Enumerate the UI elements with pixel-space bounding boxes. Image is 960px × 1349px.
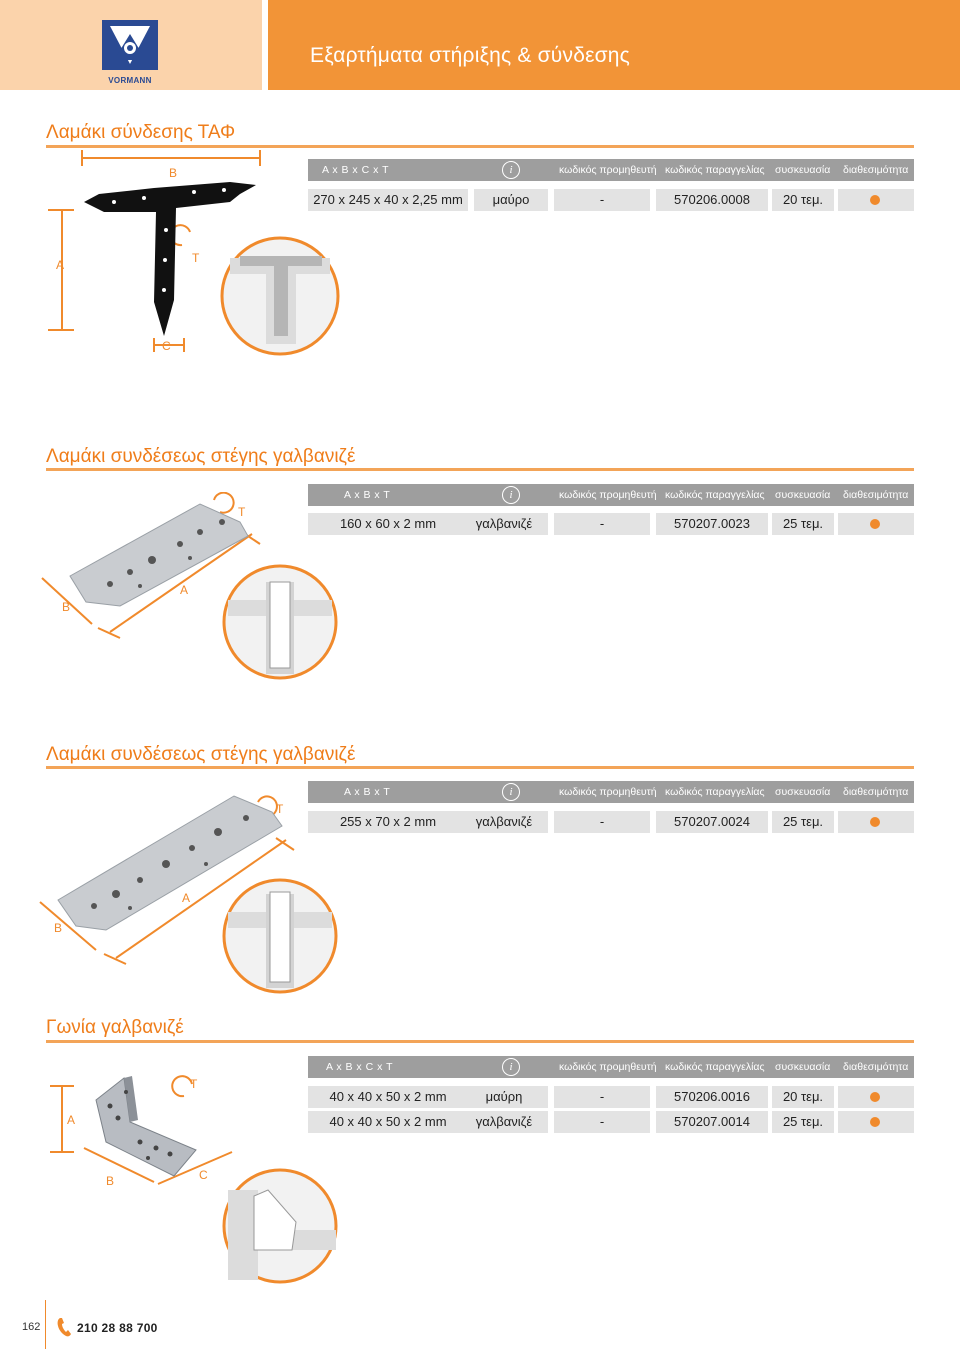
availability-dot-icon — [870, 195, 880, 205]
supplier-code-cell: - — [554, 1086, 650, 1108]
supplier-code-cell: - — [554, 513, 650, 535]
info-icon: i — [502, 1058, 520, 1076]
section-divider — [46, 145, 914, 148]
section-divider — [46, 766, 914, 769]
angle-bracket-illustration — [44, 1066, 344, 1290]
supplier-code-cell: - — [554, 811, 650, 833]
section-title-text: Γωνία γαλβανιζέ — [46, 1017, 184, 1038]
order-code-cell: 570206.0008 — [656, 189, 768, 211]
dim-label-t: T — [276, 802, 284, 816]
dim-label-b: B — [169, 166, 178, 180]
info-icon: i — [502, 783, 520, 801]
table-header — [308, 484, 914, 506]
dim-label-c: C — [162, 339, 171, 353]
supplier-code-cell: - — [554, 189, 650, 211]
dims-header: A x B x T — [344, 489, 391, 501]
size-cell: 160 x 60 x 2 mm — [308, 513, 468, 535]
section-divider — [46, 468, 914, 471]
col-availability: διαθεσιμότητα — [843, 489, 909, 501]
finish-cell: γαλβανιζέ — [460, 1111, 548, 1133]
col-package: συσκευασία — [775, 489, 831, 501]
col-order-code: κωδικός παραγγελίας — [665, 786, 765, 798]
dim-label-t: T — [238, 505, 246, 519]
section-title-text: Λαμάκι σύνδεσης — [46, 122, 198, 143]
availability-dot-icon — [870, 519, 880, 529]
section-title — [46, 122, 235, 144]
col-availability: διαθεσιμότητα — [843, 164, 909, 176]
col-package: συσκευασία — [775, 164, 831, 176]
col-supplier-code: κωδικός προμηθευτή — [559, 489, 657, 501]
col-order-code: κωδικός παραγγελίας — [665, 489, 765, 501]
col-package: συσκευασία — [775, 1061, 831, 1073]
availability-cell — [838, 189, 914, 211]
section-divider — [46, 1040, 914, 1043]
availability-cell — [838, 811, 914, 833]
roof-plate-illustration — [40, 492, 340, 688]
phone-icon — [56, 1316, 72, 1338]
size-cell: 255 x 70 x 2 mm — [308, 811, 468, 833]
col-availability: διαθεσιμότητα — [843, 1061, 909, 1073]
long-roof-plate-illustration — [36, 790, 346, 1000]
section-title-text: Λαμάκι συνδέσεως στέγης γαλβανιζέ — [46, 446, 356, 467]
section-title — [46, 744, 355, 766]
dims-header: A x B x C x T — [322, 164, 389, 176]
col-order-code: κωδικός παραγγελίας — [665, 164, 765, 176]
table-header — [308, 159, 914, 181]
dim-label-t: T — [192, 251, 200, 265]
section-title — [46, 1017, 184, 1039]
finish-cell: μαύρο — [474, 189, 548, 211]
col-supplier-code: κωδικός προμηθευτή — [559, 1061, 657, 1073]
table-row — [308, 189, 914, 211]
col-order-code: κωδικός παραγγελίας — [665, 1061, 765, 1073]
finish-cell: γαλβανιζέ — [460, 513, 548, 535]
order-code-cell: 570207.0023 — [656, 513, 768, 535]
page-number: 162 — [22, 1321, 41, 1333]
info-icon: i — [502, 486, 520, 504]
table-header — [308, 781, 914, 803]
dim-label-b: B — [54, 921, 63, 935]
dim-label-b: B — [62, 600, 71, 614]
pack-cell: 20 τεμ. — [772, 1086, 834, 1108]
dim-label-a: A — [180, 583, 189, 597]
availability-cell — [838, 513, 914, 535]
pack-cell: 25 τεμ. — [772, 513, 834, 535]
size-cell: 270 x 245 x 40 x 2,25 mm — [308, 189, 468, 211]
table-header — [308, 1056, 914, 1078]
availability-cell — [838, 1111, 914, 1133]
pack-cell: 20 τεμ. — [772, 189, 834, 211]
finish-cell: γαλβανιζέ — [460, 811, 548, 833]
size-cell: 40 x 40 x 50 x 2 mm — [308, 1111, 468, 1133]
finish-cell: μαύρη — [460, 1086, 548, 1108]
availability-dot-icon — [870, 1117, 880, 1127]
dim-label-a: A — [56, 258, 65, 272]
section-title-text: Λαμάκι συνδέσεως στέγης γαλβανιζέ — [46, 744, 356, 765]
logo-wordmark: VORMANN — [108, 76, 152, 85]
table-row — [308, 811, 914, 833]
table-row — [308, 513, 914, 535]
availability-cell — [838, 1086, 914, 1108]
section-title-highlight: ΤΑΦ — [197, 122, 236, 143]
table-row — [308, 1086, 914, 1108]
availability-dot-icon — [870, 1092, 880, 1102]
dim-label-t: T — [190, 1077, 198, 1091]
table-row — [308, 1111, 914, 1133]
pack-cell: 25 τεμ. — [772, 811, 834, 833]
dims-header: A x B x T — [344, 786, 391, 798]
col-package: συσκευασία — [775, 786, 831, 798]
col-availability: διαθεσιμότητα — [843, 786, 909, 798]
order-code-cell: 570206.0016 — [656, 1086, 768, 1108]
size-cell: 40 x 40 x 50 x 2 mm — [308, 1086, 468, 1108]
phone-number: 210 28 88 700 — [77, 1321, 158, 1335]
footer-divider — [45, 1300, 46, 1349]
supplier-code-cell: - — [554, 1111, 650, 1133]
order-code-cell: 570207.0014 — [656, 1111, 768, 1133]
dims-header: A x B x C x T — [326, 1061, 393, 1073]
dim-label-c: C — [199, 1168, 208, 1182]
page-title: Εξαρτήματα στήριξης & σύνδεσης — [310, 44, 631, 67]
section-title — [46, 446, 355, 468]
order-code-cell: 570207.0024 — [656, 811, 768, 833]
pack-cell: 25 τεμ. — [772, 1111, 834, 1133]
dim-label-a: A — [67, 1113, 76, 1127]
availability-dot-icon — [870, 817, 880, 827]
col-supplier-code: κωδικός προμηθευτή — [559, 786, 657, 798]
dim-label-a: A — [182, 891, 191, 905]
dim-label-b: B — [106, 1174, 115, 1188]
col-supplier-code: κωδικός προμηθευτή — [559, 164, 657, 176]
info-icon: i — [502, 161, 520, 179]
